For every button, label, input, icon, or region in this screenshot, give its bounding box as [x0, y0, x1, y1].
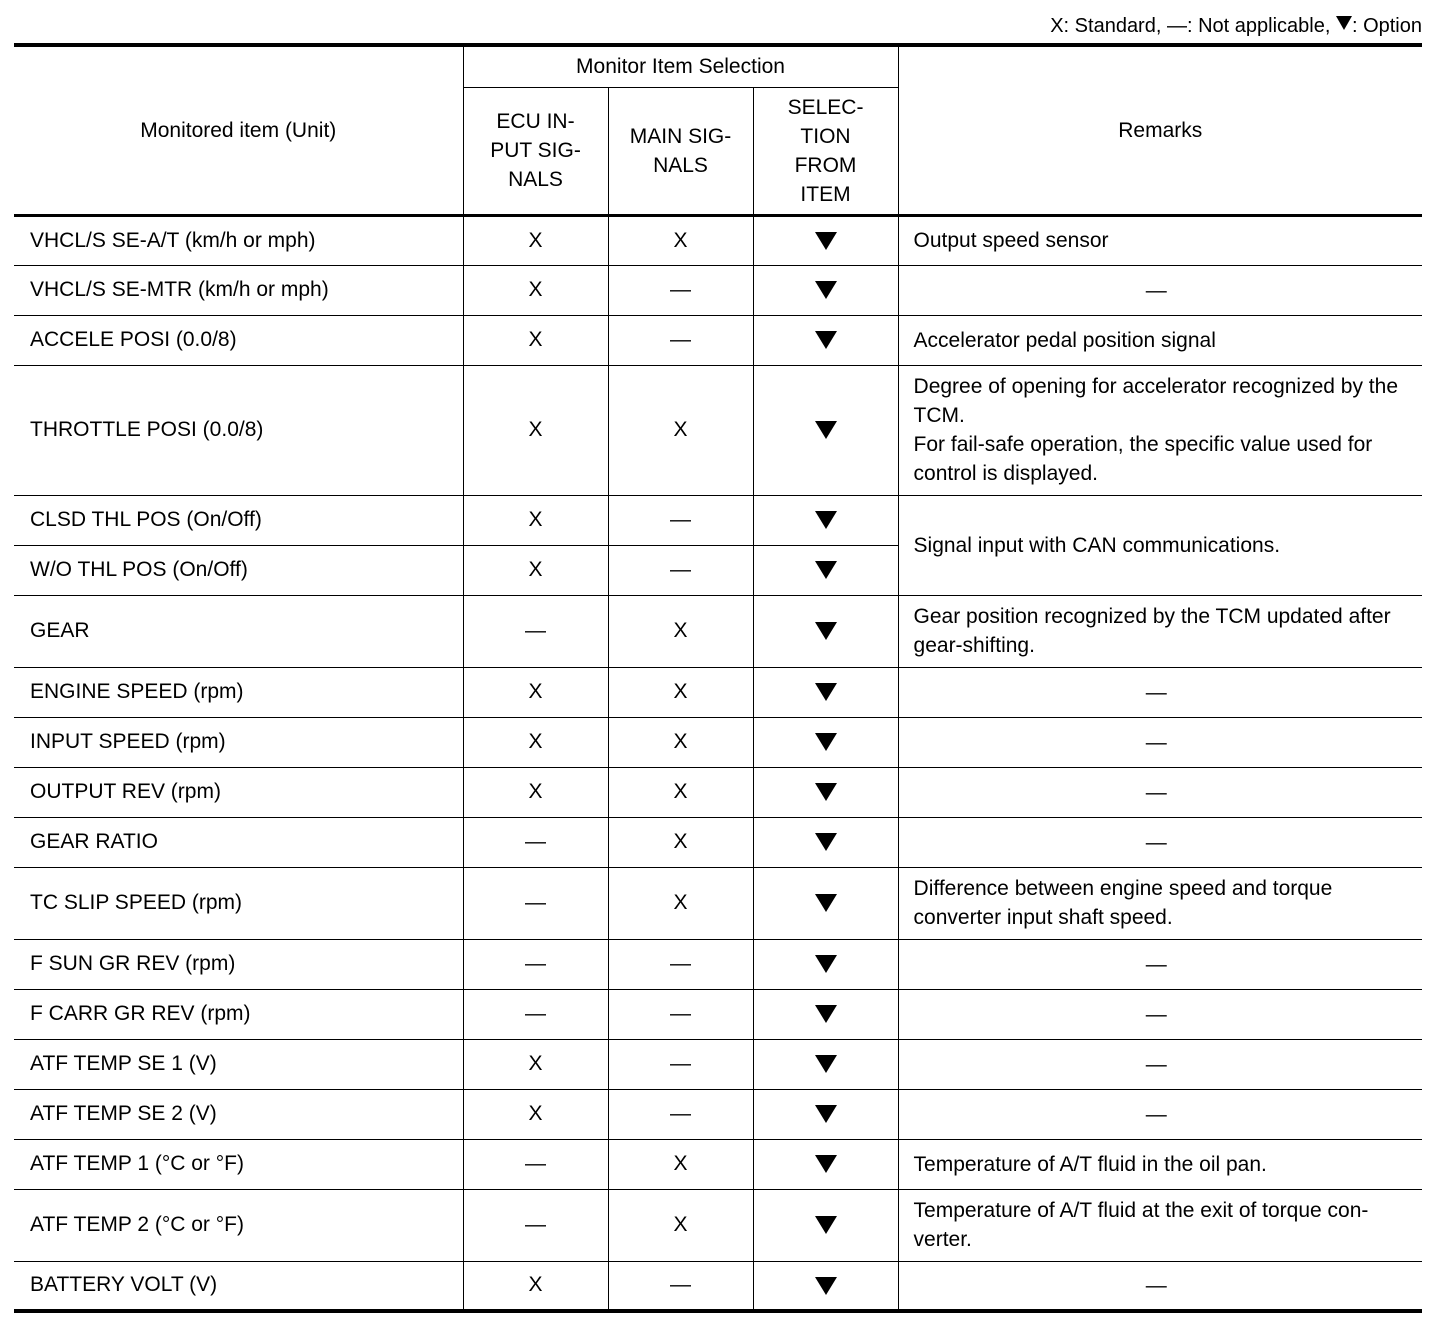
header-ecu-input-signals: ECU IN- PUT SIG- NALS [463, 87, 608, 215]
main-signals-mark: X [608, 667, 753, 717]
selection-cell [753, 215, 898, 265]
monitored-item: ATF TEMP 1 (°C or °F) [14, 1139, 463, 1189]
selection-cell [753, 1039, 898, 1089]
option-triangle-icon [815, 1155, 837, 1173]
monitored-item: W/O THL POS (On/Off) [14, 545, 463, 595]
selection-cell [753, 1139, 898, 1189]
remark: — [898, 817, 1422, 867]
option-triangle-icon [815, 421, 837, 439]
selection-cell [753, 667, 898, 717]
ecu-input-mark: X [463, 767, 608, 817]
selection-cell [753, 939, 898, 989]
remark: Output speed sensor [898, 215, 1422, 265]
table-row [14, 1261, 1422, 1311]
main-signals-mark: — [608, 1089, 753, 1139]
ecu-input-mark: X [463, 717, 608, 767]
main-signals-mark: — [608, 989, 753, 1039]
option-triangle-icon [815, 281, 837, 299]
ecu-input-mark: X [463, 667, 608, 717]
selection-cell [753, 1189, 898, 1261]
main-signals-mark: — [608, 495, 753, 545]
table-row [14, 667, 1422, 717]
selection-cell [753, 315, 898, 365]
remark: Accelerator pedal position signal [898, 315, 1422, 365]
ecu-input-mark: — [463, 1139, 608, 1189]
option-triangle-icon [815, 783, 837, 801]
remark: — [898, 1039, 1422, 1089]
option-triangle-icon [815, 683, 837, 701]
table-row [14, 215, 1422, 265]
selection-cell [753, 989, 898, 1039]
selection-cell [753, 767, 898, 817]
option-triangle-icon [815, 1055, 837, 1073]
table-row [14, 717, 1422, 767]
ecu-input-mark: — [463, 1189, 608, 1261]
remark: — [898, 767, 1422, 817]
monitored-item: BATTERY VOLT (V) [14, 1261, 463, 1311]
main-signals-mark: — [608, 315, 753, 365]
header-main-signals: MAIN SIG- NALS [608, 87, 753, 215]
remark: Gear position recognized by the TCM updated after gear-shifting. [898, 595, 1422, 667]
table-row [14, 595, 1422, 667]
table-row [14, 495, 1422, 545]
monitored-item: ENGINE SPEED (rpm) [14, 667, 463, 717]
main-signals-mark: X [608, 215, 753, 265]
monitored-item: THROTTLE POSI (0.0/8) [14, 365, 463, 495]
ecu-input-mark: X [463, 1089, 608, 1139]
main-signals-mark: X [608, 717, 753, 767]
header-monitored-item: Monitored item (Unit) [14, 45, 463, 215]
table-row [14, 1089, 1422, 1139]
monitored-item: F SUN GR REV (rpm) [14, 939, 463, 989]
table-row [14, 1039, 1422, 1089]
option-triangle-icon [815, 511, 837, 529]
table-row [14, 989, 1422, 1039]
header-monitor-item-selection: Monitor Item Selection [463, 45, 898, 87]
ecu-input-mark: — [463, 939, 608, 989]
option-triangle-icon [815, 561, 837, 579]
ecu-input-mark: X [463, 265, 608, 315]
option-triangle-icon [815, 232, 837, 250]
table-row [14, 265, 1422, 315]
monitored-item: F CARR GR REV (rpm) [14, 989, 463, 1039]
table-row [14, 365, 1422, 495]
option-triangle-icon [815, 331, 837, 349]
ecu-input-mark: X [463, 365, 608, 495]
option-triangle-icon [815, 955, 837, 973]
monitored-item: OUTPUT REV (rpm) [14, 767, 463, 817]
remark: Temperature of A/T fluid at the exit of torque con- verter. [898, 1189, 1422, 1261]
monitored-item: ATF TEMP SE 1 (V) [14, 1039, 463, 1089]
main-signals-mark: X [608, 365, 753, 495]
option-triangle-icon [815, 1005, 837, 1023]
monitored-item: CLSD THL POS (On/Off) [14, 495, 463, 545]
option-triangle-icon [815, 622, 837, 640]
ecu-input-mark: X [463, 215, 608, 265]
ecu-input-mark: — [463, 595, 608, 667]
ecu-input-mark: X [463, 1261, 608, 1311]
table-legend [1050, 12, 1422, 40]
selection-cell [753, 595, 898, 667]
remark: Temperature of A/T fluid in the oil pan. [898, 1139, 1422, 1189]
remark: Signal input with CAN communications. [898, 495, 1422, 595]
remark: — [898, 667, 1422, 717]
monitored-item: VHCL/S SE-A/T (km/h or mph) [14, 215, 463, 265]
remark: Difference between engine speed and torque converter input shaft speed. [898, 867, 1422, 939]
main-signals-mark: X [608, 595, 753, 667]
header-remarks: Remarks [898, 45, 1422, 215]
monitored-item: GEAR [14, 595, 463, 667]
remark: — [898, 265, 1422, 315]
main-signals-mark: X [608, 1139, 753, 1189]
main-signals-mark: X [608, 867, 753, 939]
option-triangle-icon [815, 1105, 837, 1123]
ecu-input-mark: X [463, 495, 608, 545]
legend-option: : Option [1351, 15, 1422, 37]
remark: — [898, 1089, 1422, 1139]
table-row [14, 1139, 1422, 1189]
table-row [14, 817, 1422, 867]
table-row [14, 315, 1422, 365]
ecu-input-mark: — [463, 989, 608, 1039]
selection-cell [753, 365, 898, 495]
selection-cell [753, 265, 898, 315]
monitored-item: TC SLIP SPEED (rpm) [14, 867, 463, 939]
header-selection-from-item: SELEC- TION FROM ITEM [753, 87, 898, 215]
selection-cell [753, 495, 898, 545]
main-signals-mark: X [608, 817, 753, 867]
main-signals-mark: — [608, 1261, 753, 1311]
option-triangle-icon [815, 833, 837, 851]
selection-cell [753, 545, 898, 595]
remark: Degree of opening for accelerator recognized by the TCM. For fail-safe operation, the specific value used for control is displayed. [898, 365, 1422, 495]
ecu-input-mark: X [463, 315, 608, 365]
ecu-input-mark: X [463, 1039, 608, 1089]
selection-cell [753, 1261, 898, 1311]
main-signals-mark: — [608, 1039, 753, 1089]
option-triangle-icon [1336, 16, 1352, 30]
main-signals-mark: X [608, 767, 753, 817]
main-signals-mark: — [608, 939, 753, 989]
option-triangle-icon [815, 733, 837, 751]
monitored-item: INPUT SPEED (rpm) [14, 717, 463, 767]
remark: — [898, 989, 1422, 1039]
selection-cell [753, 817, 898, 867]
ecu-input-mark: — [463, 817, 608, 867]
table-row [14, 867, 1422, 939]
main-signals-mark: — [608, 545, 753, 595]
option-triangle-icon [815, 1277, 837, 1295]
main-signals-mark: — [608, 265, 753, 315]
option-triangle-icon [815, 894, 837, 912]
remark: — [898, 717, 1422, 767]
selection-cell [753, 1089, 898, 1139]
selection-cell [753, 717, 898, 767]
legend-not-applicable: —: Not applicable, [1166, 15, 1331, 37]
ecu-input-mark: X [463, 545, 608, 595]
option-triangle-icon [815, 1216, 837, 1234]
table-row [14, 1189, 1422, 1261]
legend-standard: X: Standard, [1050, 15, 1162, 37]
monitored-item: VHCL/S SE-MTR (km/h or mph) [14, 265, 463, 315]
remark: — [898, 939, 1422, 989]
monitored-item: ATF TEMP 2 (°C or °F) [14, 1189, 463, 1261]
monitored-item: GEAR RATIO [14, 817, 463, 867]
main-signals-mark: X [608, 1189, 753, 1261]
monitored-item: ACCELE POSI (0.0/8) [14, 315, 463, 365]
monitored-item: ATF TEMP SE 2 (V) [14, 1089, 463, 1139]
monitor-item-table [14, 43, 1422, 1313]
table-row [14, 767, 1422, 817]
table-row [14, 939, 1422, 989]
ecu-input-mark: — [463, 867, 608, 939]
remark: — [898, 1261, 1422, 1311]
selection-cell [753, 867, 898, 939]
